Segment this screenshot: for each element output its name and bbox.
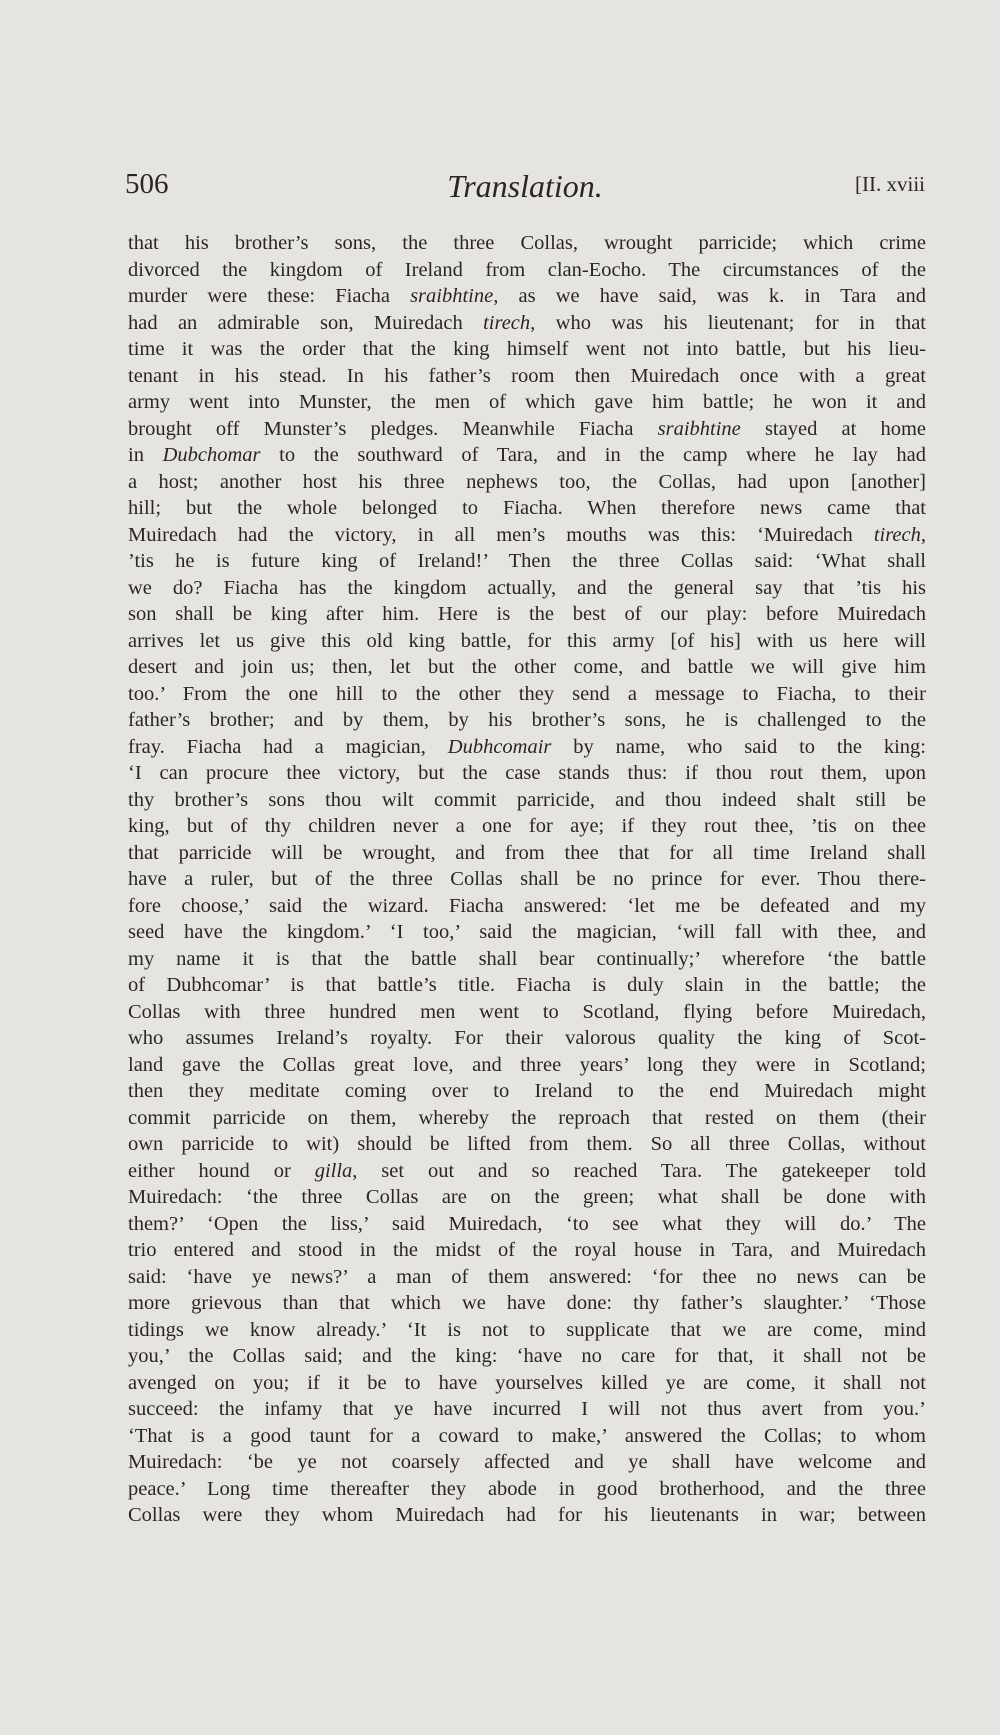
text-line: Collas with three hundred men went to Scotland, flying before Muiredach, <box>128 1000 926 1023</box>
text-line: peace.’ Long time thereafter they abode in good brotherhood, and the three <box>128 1477 926 1500</box>
text-line: fray. Fiacha had a magician, Dubhcomair by name, who said to the king: <box>128 735 926 758</box>
text-line: you,’ the Collas said; and the king: ‘have no care for that, it shall not be <box>128 1345 926 1367</box>
text-line: time it was the order that the king himself went not into battle, but his lieu- <box>128 338 926 360</box>
text-line: seed have the kingdom.’ ‘I too,’ said the magician, ‘will fall with thee, and <box>128 921 926 943</box>
text-line: my name it is that the battle shall bear continually;’ wherefore ‘the battle <box>128 947 926 970</box>
text-line: desert and join us; then, let but the other come, and battle we will give him <box>128 656 926 678</box>
text-line: that his brother’s sons, the three Collas, wrought parricide; which crime <box>128 232 926 254</box>
text-line: them?’ ‘Open the liss,’ said Muiredach, ‘to see what they will do.’ The <box>128 1212 926 1235</box>
text-line: tenant in his stead. In his father’s room then Muiredach once with a great <box>128 364 926 387</box>
text-line: we do? Fiacha has the kingdom actually, and the general say that ’tis his <box>128 576 926 599</box>
text-line: succeed: the infamy that ye have incurred I will not thus avert from you.’ <box>128 1398 926 1420</box>
text-line: then they meditate coming over to Ireland to the end Muiredach might <box>128 1080 926 1102</box>
text-line: brought off Munster’s pledges. Meanwhile Fiacha sraibhtine stayed at home <box>128 417 926 440</box>
text-line: who assumes Ireland’s royalty. For their valorous quality the king of Scot- <box>128 1027 926 1049</box>
text-line: too.’ From the one hill to the other they send a message to Fiacha, to their <box>128 682 926 705</box>
running-title: Translation. <box>447 168 603 204</box>
text-line: had an admirable son, Muiredach tirech, who was his lieutenant; for in that <box>128 311 926 334</box>
section-reference: [II. xviii <box>855 172 925 196</box>
text-line: ’tis he is future king of Ireland!’ Then the three Collas said: ‘What shall <box>128 550 926 572</box>
text-line: avenged on you; if it be to have yourselves killed ye are come, it shall not <box>128 1371 926 1394</box>
text-line: father’s brother; and by them, by his brother’s sons, he is challenged to the <box>128 709 926 731</box>
text-line: fore choose,’ said the wizard. Fiacha answered: ‘let me be defeated and my <box>128 894 926 917</box>
text-line: Muiredach: ‘the three Collas are on the green; what shall be done with <box>128 1186 926 1208</box>
text-line: ‘That is a good taunt for a coward to make,’ answered the Collas; to whom <box>128 1424 926 1447</box>
text-line: that parricide will be wrought, and from thee that for all time Ireland shall <box>128 841 926 864</box>
page-number: 506 <box>125 168 169 200</box>
text-line: either hound or gilla, set out and so reached Tara. The gatekeeper told <box>128 1159 926 1182</box>
text-line: said: ‘have ye news?’ a man of them answered: ‘for thee no news can be <box>128 1265 926 1288</box>
text-line: more grievous than that which we have done: thy father’s slaughter.’ ‘Those <box>128 1292 926 1314</box>
text-line: divorced the kingdom of Ireland from clan-Eocho. The circumstances of the <box>128 258 926 281</box>
text-line: in Dubchomar to the southward of Tara, and in the camp where he lay had <box>128 444 926 466</box>
text-line: own parricide to wit) should be lifted from them. So all three Collas, without <box>128 1133 926 1155</box>
text-line: Muiredach had the victory, in all men’s mouths was this: ‘Muiredach tirech, <box>128 523 926 546</box>
text-line: arrives let us give this old king battle, for this army [of his] with us here will <box>128 629 926 652</box>
body-text <box>128 230 926 1529</box>
text-line: trio entered and stood in the midst of the royal house in Tara, and Muiredach <box>128 1239 926 1261</box>
text-line: murder were these: Fiacha sraibhtine, as we have said, was k. in Tara and <box>128 285 926 307</box>
text-line: have a ruler, but of the three Collas shall be no prince for ever. Thou there- <box>128 868 926 890</box>
text-line: land gave the Collas great love, and three years’ long they were in Scotland; <box>128 1053 926 1076</box>
text-line: thy brother’s sons thou wilt commit parricide, and thou indeed shalt still be <box>128 788 926 811</box>
text-line: son shall be king after him. Here is the best of our play: before Muiredach <box>128 603 926 625</box>
text-line: Collas were they whom Muiredach had for his lieutenants in war; between <box>128 1504 926 1526</box>
text-line: Muiredach: ‘be ye not coarsely affected and ye shall have welcome and <box>128 1451 926 1473</box>
text-line: commit parricide on them, whereby the reproach that rested on them (their <box>128 1106 926 1129</box>
running-head <box>125 168 925 208</box>
text-line: tidings we know already.’ ‘It is not to supplicate that we are come, mind <box>128 1318 926 1341</box>
text-line: a host; another host his three nephews too, the Collas, had upon [another] <box>128 470 926 493</box>
text-line: king, but of thy children never a one for aye; if they rout thee, ’tis on thee <box>128 815 926 837</box>
text-line: army went into Munster, the men of which gave him battle; he won it and <box>128 391 926 413</box>
text-line: ‘I can procure thee victory, but the case stands thus: if thou rout them, upon <box>128 762 926 784</box>
text-line: of Dubhcomar’ is that battle’s title. Fiacha is duly slain in the battle; the <box>128 974 926 996</box>
text-line: hill; but the whole belonged to Fiacha. When therefore news came that <box>128 497 926 519</box>
